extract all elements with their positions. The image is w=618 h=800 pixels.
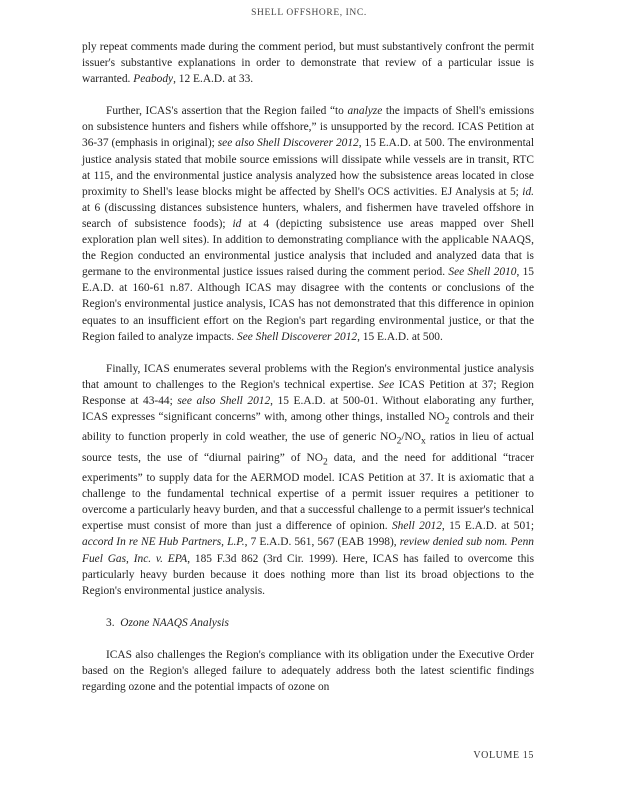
paragraph-technical-expertise: Finally, ICAS enumerates several problems with the Region's environmental justice analysis that amount to challenges to the Region's technical expertise. See ICAS Petition at 37; Region Response at 43-44; see also Shell 2012, 15 E.A.D. at 500-01. Without elaborating any further, ICAS expresses “significant concerns” with, among other things, installed $NO_2$ controls and their ability to function properly in cold weather, the use of generic $NO_2/NO_x$ ratios in lieu of actual source tests, the use of “diurnal pairing” of $NO_2$ data, and the need for additional “tracer experiments” to supply data for the AERMOD model. ICAS Petition at 37. It is axiomatic that a challenge to the fundamental technical expertise of a permit issuer requires a petitioner to overcome a particularly heavy burden, and that a successful challenge to a permit issuer's technical expertise must consist of more than just a difference of opinion. Shell 2012, 15 E.A.D. at 501; accord In re NE Hub Partners, L.P., 7 E.A.D. 561, 567 (EAB 1998), review denied sub nom. Penn Fuel Gas, Inc. v. EPA, 185 F.3d 862 (3rd Cir. 1999). Here, ICAS has failed to overcome this particularly heavy burden because it does nothing more than list its broad objections to the Region's environmental justice analysis. [82,362,535,597]
case-citation: review denied sub nom. Penn Fuel Gas, Inc. v. EPA [82,536,535,565]
body-text [82,39,534,711]
section-title: Ozone NAAQS Analysis [120,616,229,629]
paragraph-continuation: ply repeat comments made during the comment period, but must substantively confront the permit issuer's substantive explanations in order to demonstrate that review of a particular issue is warranted. Peabody, 12 E.A.D. at 33. [82,41,534,86]
case-citation: Peabody [133,73,174,86]
running-head: SHELL OFFSHORE, INC. [251,8,367,18]
case-citation: see also Shell 2012 [177,394,271,407]
case-citation: See Shell 2010 [448,266,517,279]
case-citation: Shell 2012 [391,520,442,533]
paragraph-ozone: ICAS also challenges the Region's compliance with its obligation under the Executive Order based on the Region's alleged failure to adequately address both the latest scientific findings regarding ozone and the potential impacts of ozone on [82,648,534,694]
case-citation: see also Shell Discoverer 2012 [217,137,359,150]
paragraph-icas-assertion: Further, ICAS's assertion that the Region failed “to analyze the impacts of Shell's emissions on subsistence hunters and fishers while offshore,” is unsupported by the record. ICAS Petition at 36-37 (emphasis in original); see also Shell Discoverer 2012, 15 E.A.D. at 500. The environmental justice analysis stated that mobile source emissions will dissipate while vessels are in transit, RTC at 115, and the environmental justice analysis analyzed how the subsistence areas located in close proximity to Shell's lease blocks might be affected by Shell's OCS activities. EJ Analysis at 5; id. at 6 (discussing distances subsistence hunters, whalers, and fishermen have traveled offshore in search of subsistence foods); id at 4 (depicting subsistence use areas mapped over Shell exploration plan well sites). In addition to demonstrating compliance with the applicable NAAQS, the Region conducted an environmental justice analysis that included and analyzed data that is germane to the environmental justice issues raised during the comment period. See Shell 2010, 15 E.A.D. at 160-61 n.87. Although ICAS may disagree with the contents or conclusions of the Region's environmental justice analysis, ICAS has not demonstrated that this difference in opinion equates to an insufficient effort on the Region's part regarding environmental justice, or that the Region failed to analyze impacts. See Shell Discoverer 2012, 15 E.A.D. at 500. [82,105,534,343]
section-number: 3. [106,616,115,629]
case-citation: See Shell Discoverer 2012 [237,330,358,343]
volume-footer: VOLUME 15 [473,750,534,761]
section-heading [106,615,534,631]
case-citation: accord In re NE Hub Partners, L.P. [82,536,245,549]
